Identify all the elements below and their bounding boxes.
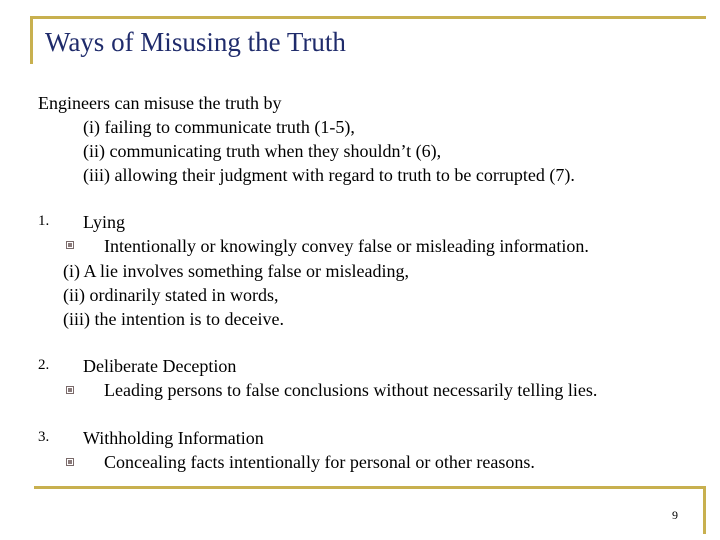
section-note: (i) A lie involves something false or misleading, <box>63 261 409 281</box>
section-bullet-text: Leading persons to false conclusions without necessarily telling lies. <box>104 380 598 400</box>
square-bullet-icon <box>66 241 74 249</box>
footer-rule <box>34 486 706 489</box>
square-bullet-icon <box>66 386 74 394</box>
section-number: 2. <box>38 357 50 373</box>
section-number: 1. <box>38 213 50 229</box>
footer-frame <box>703 486 706 534</box>
section-note: (ii) ordinarily stated in words, <box>63 285 279 305</box>
intro-lead: Engineers can misuse the truth by <box>38 93 282 113</box>
square-bullet-icon <box>66 458 74 466</box>
page-title: Ways of Misusing the Truth <box>45 27 346 57</box>
section-heading: Deliberate Deception <box>83 356 237 376</box>
section-note: (iii) the intention is to deceive. <box>63 309 284 329</box>
section-heading: Lying <box>83 212 126 232</box>
section-bullet-text: Intentionally or knowingly convey false or misleading information. <box>104 236 589 256</box>
intro-item: (i) failing to communicate truth (1-5), <box>83 117 355 137</box>
section-bullet-text: Concealing facts intentionally for personal or other reasons. <box>104 452 535 472</box>
intro-item: (iii) allowing their judgment with regard to truth to be corrupted (7). <box>83 165 575 185</box>
section-heading: Withholding Information <box>83 428 264 448</box>
section-number: 3. <box>38 429 50 445</box>
intro-item: (ii) communicating truth when they shouldn’t (6), <box>83 141 442 161</box>
page-number: 9 <box>672 508 678 522</box>
